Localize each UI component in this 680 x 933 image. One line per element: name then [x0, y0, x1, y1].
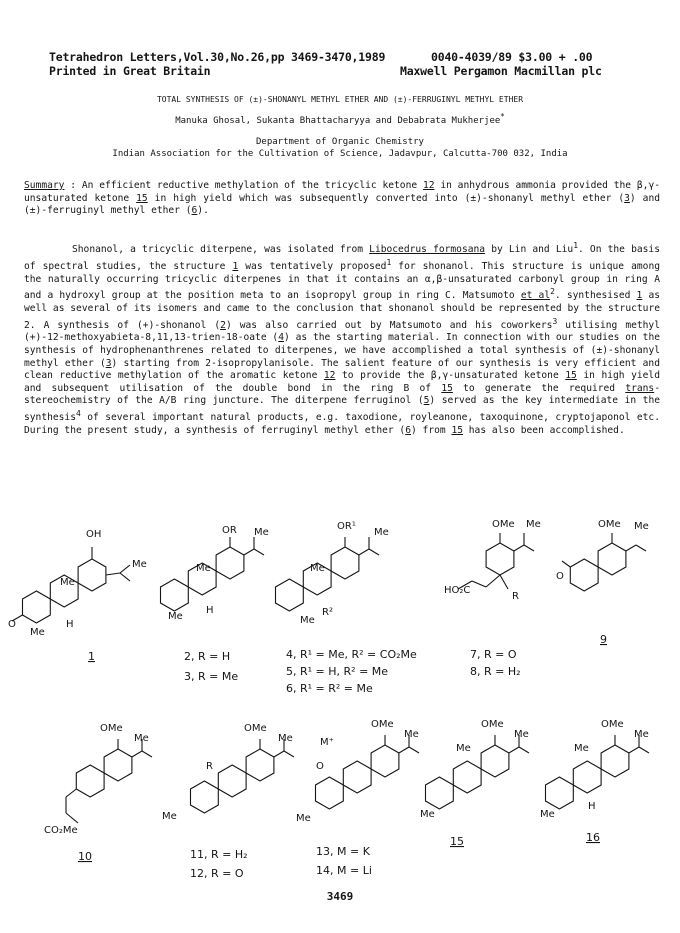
atom-me-13: Me [404, 729, 419, 740]
atom-me-2c: Me [168, 611, 183, 622]
label-compound-1: 1 [88, 650, 95, 663]
label-compound-7: 7, R = O [470, 648, 517, 661]
atom-me-10: Me [134, 733, 149, 744]
atom-me-4a: Me [374, 527, 389, 538]
atom-ome-7: OMe [492, 519, 515, 530]
label-compound-12: 12, R = O [190, 867, 244, 880]
atom-me-7: Me [526, 519, 541, 530]
atom-me-16b: Me [574, 743, 589, 754]
body-paragraph: Shonanol, a tricyclic diterpene, was isolated from Libocedrus formosana by Lin and Liu$^1$. On the basis of spectral studies, the structure 1 was tentatively proposed$^1$ for shonanol. This structure is unique among the naturally occurring tricyclic diterpenes in that it contains an α,β-unsaturated carbonyl group in ring A and a hydroxyl group at the position meta to an isopropyl group in ring C. Matsumoto et $al^2$. synthesised 1 as well as several of its isomers and came to the conclusion that shonanol should be represented by the structure 2. A synthesis of (+)-shonanol (2) was also carried out by Matsumoto and his coworkers$^3$ utilising methyl (+)-12-methoxyabieta-8,11,13-trien-18-oate (4) as the starting material. In connection with our studies on the synthesis of hydrophenanthrenes related to diterpenes, we have accomplished a total synthesis of (±)-shonanyl methyl ether (3) starting from 2-isopropylanisole. The salient feature of our synthesis is very efficient and clean reductive methylation of the aromatic ketone 12 to provide the β,γ-unsaturated ketone 15 in high yield and subsequent utilisation of the double bond in the ring B of 15 to generate the required trans-stereochemistry of the A/B ring juncture. The diterpene ferruginol (5) served as the key intermediate in the synthesis$^4$ of several important natural products, e.g. taxodione, royleanone, taxoquinone, cryptojaponol etc. During the present study, a synthesis of ferruginyl methyl ether (6) from 15 has also been accomplished. [24, 241, 661, 436]
atom-h-16: H [588, 801, 596, 812]
atom-me-16: Me [634, 729, 649, 740]
label-compound-11: 11, R = H₂ [190, 848, 248, 861]
atom-me-13b: Me [296, 813, 311, 824]
atom-or1-4: OR¹ [337, 521, 356, 532]
atom-h-1: H [66, 619, 74, 630]
price-code: 0040-4039/89 $3.00 + .00 [431, 50, 593, 64]
label-compound-13: 13, M = K [316, 845, 370, 858]
atom-m-13: M⁺ [320, 737, 334, 748]
atom-me-4b: Me [310, 563, 325, 574]
institute: Indian Association for the Cultivation of Science, Jadavpur, Calcutta-700 032, India [112, 149, 568, 159]
label-compound-8: 8, R = H₂ [470, 665, 521, 678]
atom-ome-9: OMe [598, 519, 621, 530]
atom-ome-15: OMe [481, 719, 504, 730]
structure-16 [546, 735, 650, 809]
label-compound-9: 9 [600, 633, 607, 646]
structure-10 [66, 739, 152, 823]
structure-15 [426, 735, 530, 809]
structures-figure [0, 515, 680, 887]
atom-or-2: OR [222, 525, 237, 536]
structure-9 [562, 533, 646, 591]
label-compound-6: 6, R¹ = R² = Me [286, 682, 373, 695]
atom-ome-13: OMe [371, 719, 394, 730]
label-compound-2: 2, R = H [184, 650, 231, 663]
atom-me-4c: Me [300, 615, 315, 626]
atom-me-15c: Me [420, 809, 435, 820]
corresponding-author-mark: * [500, 112, 505, 121]
label-compound-10: 10 [78, 850, 92, 863]
atom-me-1c: Me [30, 627, 45, 638]
label-compound-16: 16 [586, 831, 600, 844]
printed-in: Printed in Great Britain [49, 64, 211, 78]
structure-11-12 [191, 739, 295, 813]
atom-me-1a: Me [132, 559, 147, 570]
atom-me-15b: Me [456, 743, 471, 754]
authors: Manuka Ghosal, Sukanta Bhattacharyya and Debabrata Mukherjee* [175, 112, 505, 126]
compound-labels [78, 633, 607, 880]
atom-me-1b: Me [60, 577, 75, 588]
atom-me-16c: Me [540, 809, 555, 820]
atom-me-9: Me [634, 521, 649, 532]
atom-o-9: O [556, 571, 564, 582]
atom-r-11: R [206, 761, 213, 772]
atom-ome-10: OMe [100, 723, 123, 734]
structure-7-8 [458, 533, 534, 589]
atom-me-2a: Me [254, 527, 269, 538]
structure-4-5-6 [276, 537, 380, 611]
atom-h-2: H [206, 605, 214, 616]
publisher: Maxwell Pergamon Macmillan plc [400, 64, 602, 78]
atom-co2me-10: CO₂Me [44, 825, 78, 836]
atom-ome-16: OMe [601, 719, 624, 730]
page-number: 3469 [326, 890, 354, 903]
atom-r2-4: R² [322, 607, 333, 618]
label-compound-3: 3, R = Me [184, 670, 239, 683]
atom-me-15: Me [514, 729, 529, 740]
structure-2-3 [161, 537, 265, 611]
label-compound-15: 15 [450, 835, 464, 848]
atom-me-11b: Me [162, 811, 177, 822]
label-compound-14: 14, M = Li [316, 864, 372, 877]
summary: Summary : An efficient reductive methylation of the tricyclic ketone 12 in anhydrous ammonia provided the β,γ-unsaturated ketone 15 in high yield which was subsequently converted into (±)-shonanyl methyl ether (3) and (±)-ferruginyl methyl ether (6). [24, 180, 660, 217]
department: Department of Organic Chemistry [256, 137, 424, 147]
atom-me-11: Me [278, 733, 293, 744]
atom-ho2c-7: HO₂C [444, 585, 471, 596]
atom-r-7: R [512, 591, 519, 602]
label-compound-4: 4, R¹ = Me, R² = CO₂Me [286, 648, 417, 661]
atom-ome-11: OMe [244, 723, 267, 734]
summary-label: Summary [24, 180, 65, 191]
atom-o-13: O [316, 761, 324, 772]
atom-o-1: O [8, 619, 16, 630]
label-compound-5: 5, R¹ = H, R² = Me [286, 665, 389, 678]
journal-citation: Tetrahedron Letters,Vol.30,No.26,pp 3469-3470,1989 [49, 50, 386, 64]
article-title: TOTAL SYNTHESIS OF (±)-SHONANYL METHYL ETHER AND (±)-FERRUGINYL METHYL ETHER [156, 95, 524, 104]
atom-oh-1: OH [86, 529, 102, 540]
atom-me-2b: Me [196, 563, 211, 574]
